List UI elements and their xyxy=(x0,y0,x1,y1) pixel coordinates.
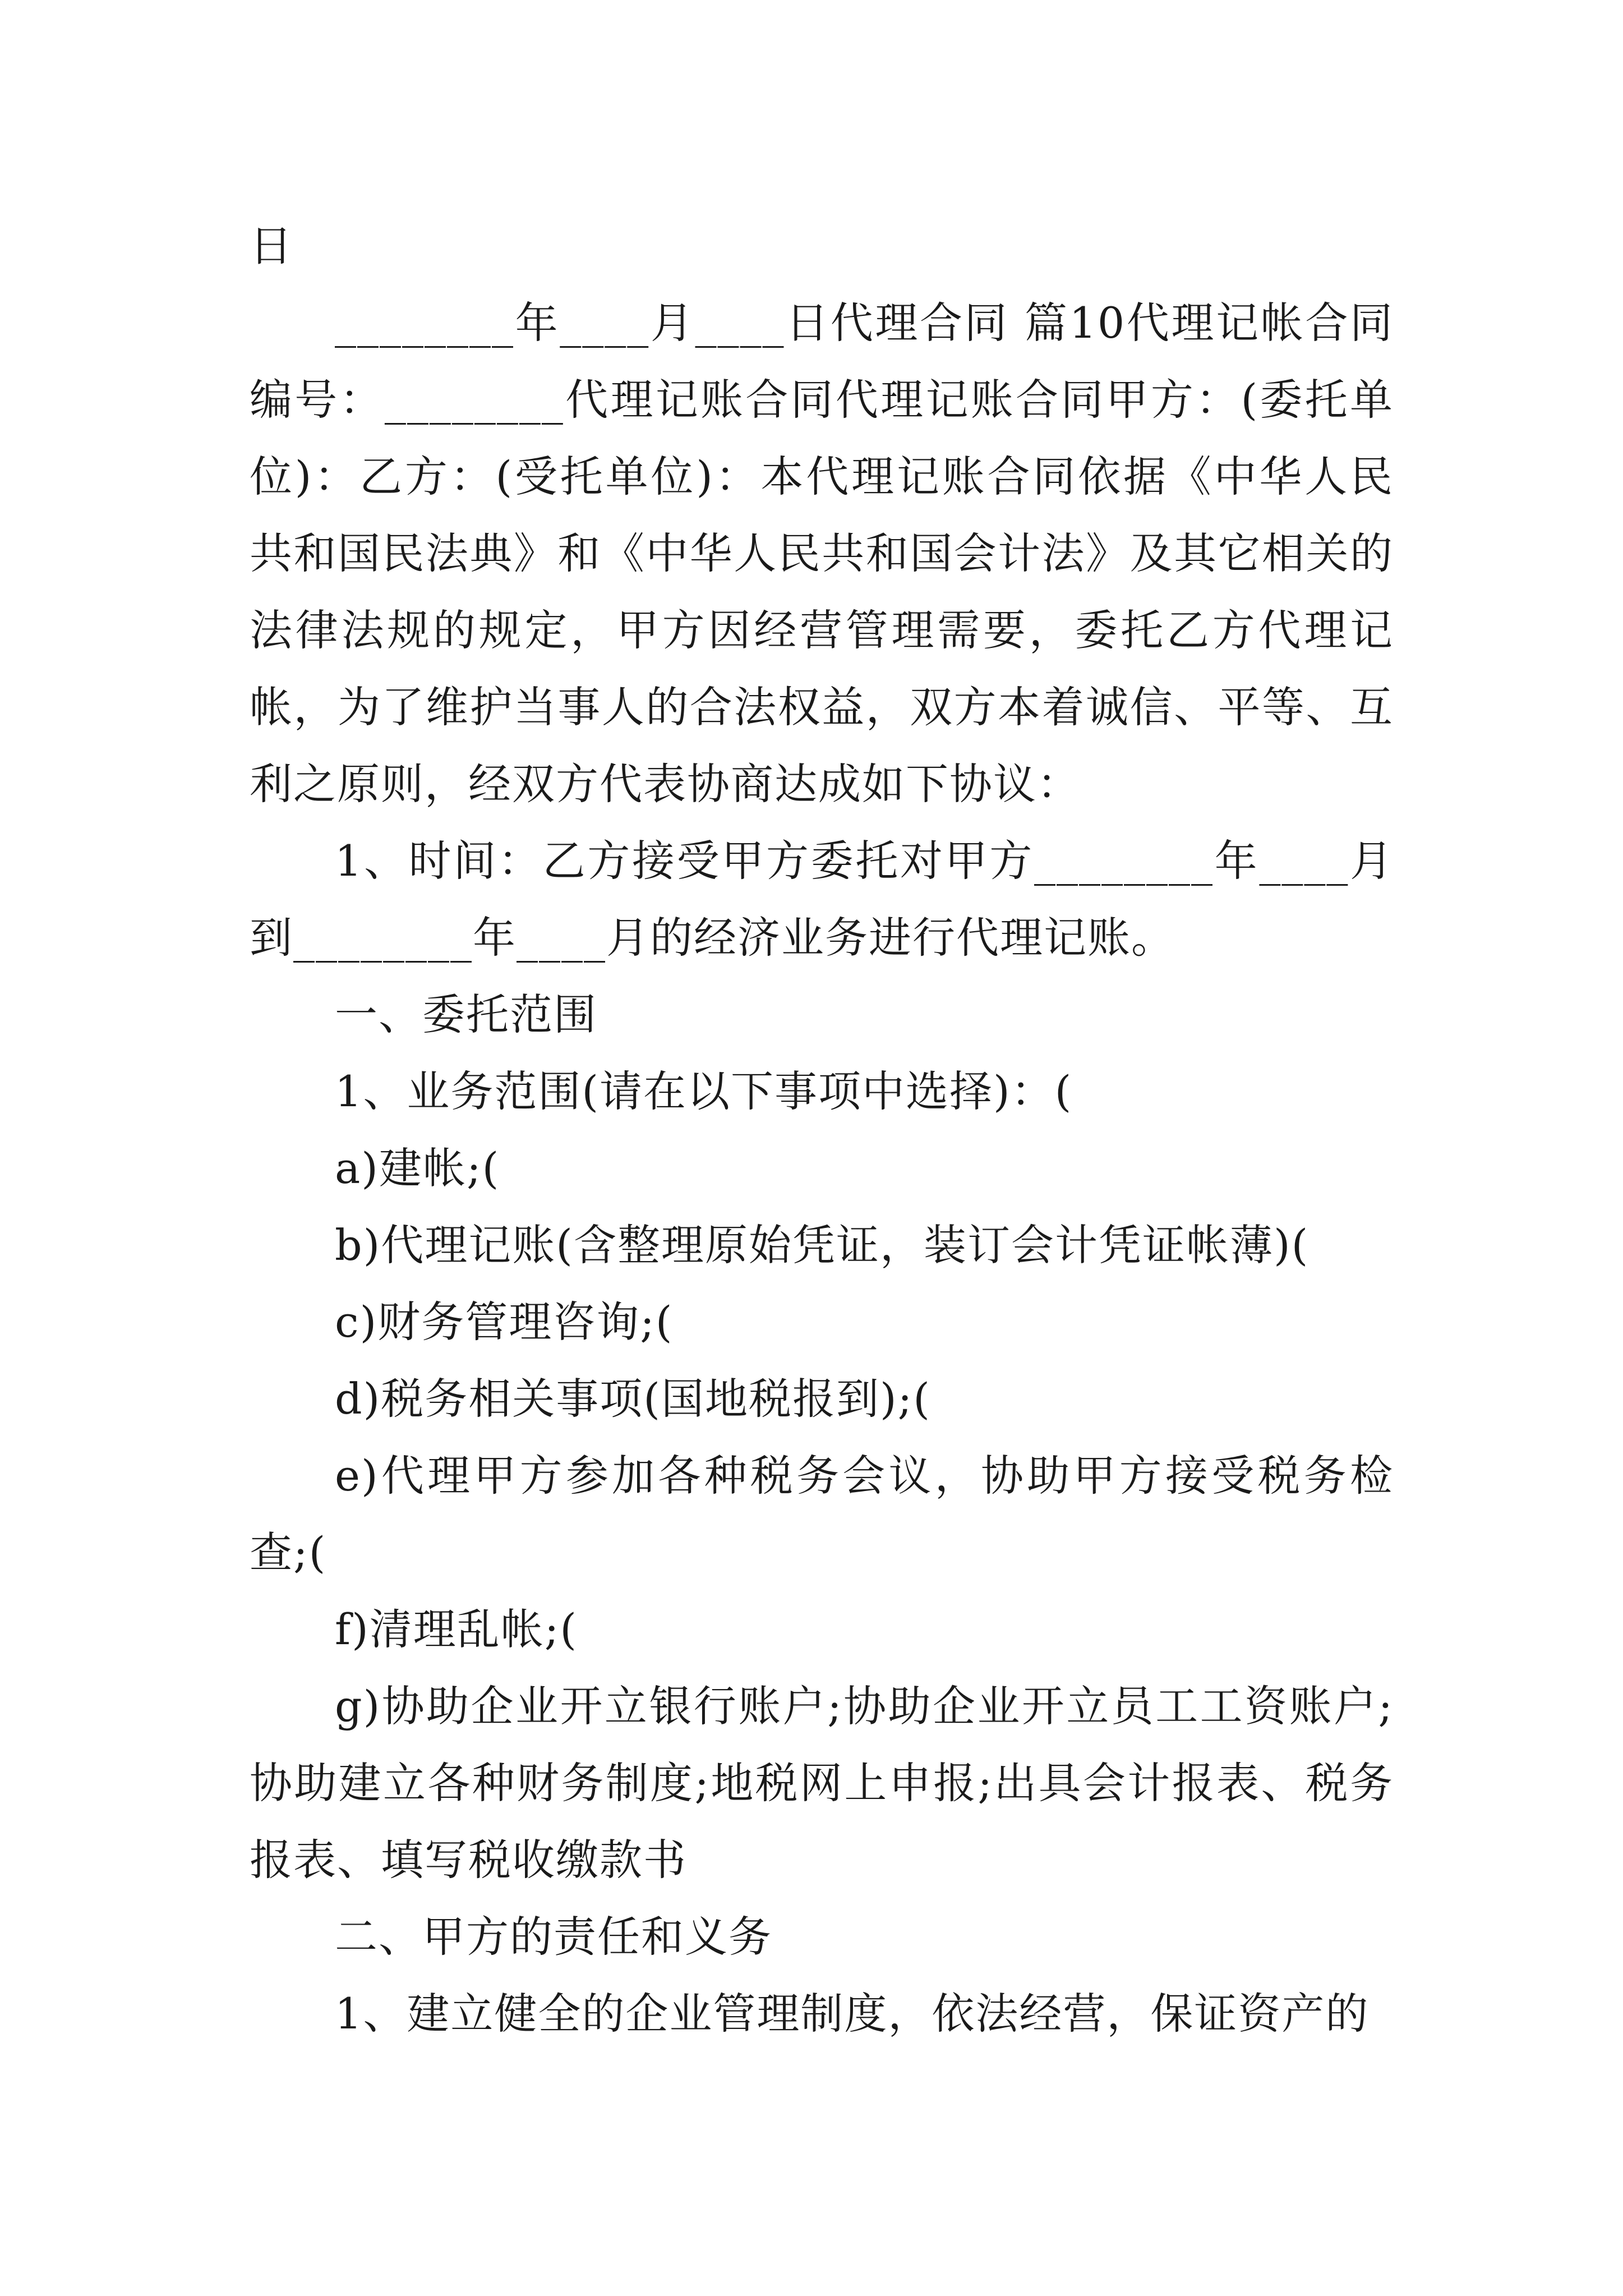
heading-party-a-duties: 二、甲方的责任和义务 xyxy=(335,1912,772,1962)
contract-text xyxy=(250,208,1394,2052)
heading-scope: 一、委托范围 xyxy=(335,990,597,1039)
list-item-g: g)协助企业开立银行账户;协助企业开立员工工资账户;协助建立各种财务制度;地税网上申报;出具会计报表、税务报表、填写税收缴款书 xyxy=(250,1681,1394,1885)
list-item-d: d)税务相关事项(国地税报到);( xyxy=(335,1374,931,1424)
list-item-f: f)清理乱帐;( xyxy=(335,1604,578,1654)
list-item-e: e)代理甲方参加各种税务会议，协助甲方接受税务检查;( xyxy=(250,1451,1394,1577)
paragraph-date-fragment: 日 xyxy=(250,221,293,271)
paragraph-contract-intro: ________年____月____日代理合同 篇10代理记帐合同编号：________代理记账合同代理记账合同甲方：(委托单位)：乙方：(受托单位)：本代理记账合同依据《中华人民共和国民法典》和《中华人民共和国会计法》及其它相关的法律法规的规定，甲方因经营管理需要，委托乙方代理记帐，为了维护当事人的合法权益，双方本着诚信、平等、互利之原则，经双方代表协商达成如下协议： xyxy=(250,298,1394,809)
paragraph-party-a-duty-1: 1、建立健全的企业管理制度，依法经营，保证资产的 xyxy=(335,1989,1370,2039)
list-item-b: b)代理记账(含整理原始凭证，装订会计凭证帐薄)( xyxy=(335,1220,1310,1270)
paragraph-time-clause: 1、时间：乙方接受甲方委托对甲方________年____月到________年____月的经济业务进行代理记账。 xyxy=(250,836,1394,963)
list-item-a: a)建帐;( xyxy=(335,1143,500,1193)
list-item-c: c)财务管理咨询;( xyxy=(335,1297,674,1347)
paragraph-business-scope: 1、业务范围(请在以下事项中选择)：( xyxy=(335,1066,1073,1116)
